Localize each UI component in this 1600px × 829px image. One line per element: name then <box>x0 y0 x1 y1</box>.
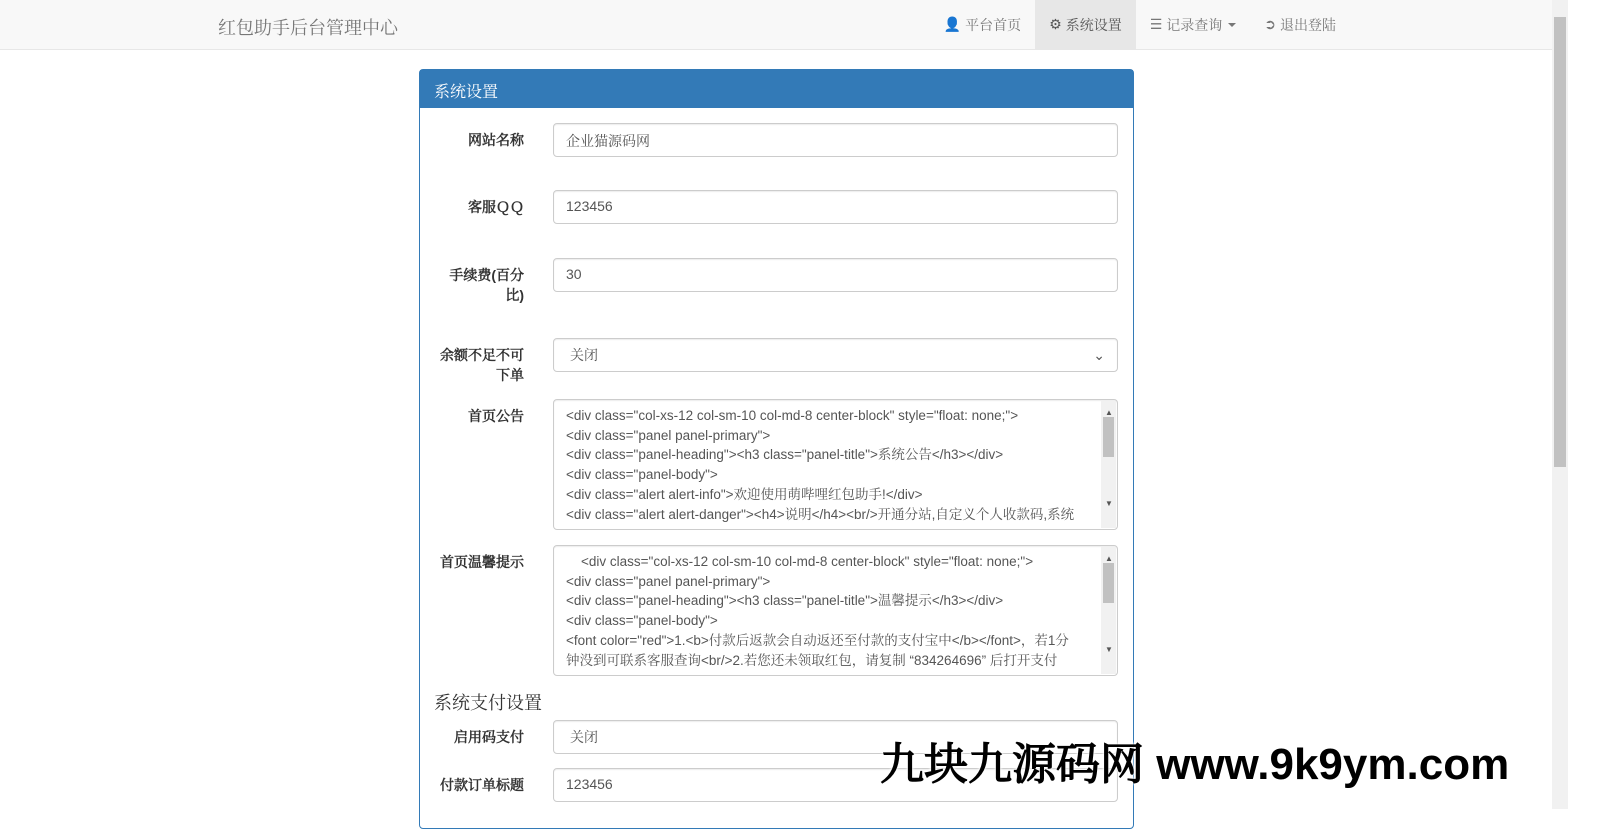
qq-label: 客服ＱＱ <box>468 199 524 215</box>
balance-label: 余额不足不可下单 <box>440 347 524 383</box>
textarea-content: <div class="col-xs-12 col-sm-10 col-md-8 center-block" style="float: none;"> <div class="panel panel-primary"> <div class="panel-heading"><h3 class="panel-title">温馨提示</h3></div> <div class="panel-body"> <font color="red">1.<b>付款后返款会自动返还至付款的支付宝中</b></font>，若1分 钟没到可联系客服查询<br/>2.若您还未领取红包，请复制 “834264696” 后打开支付 <box>566 554 1069 668</box>
page-scrollbar[interactable] <box>1552 0 1568 809</box>
scrollbar[interactable]: ▲ ▼ <box>1101 547 1116 674</box>
scrollbar[interactable]: ▲ ▼ <box>1101 401 1116 528</box>
nav-logout[interactable] <box>1250 0 1350 49</box>
nav-home[interactable] <box>930 0 1035 49</box>
notice-textarea[interactable] <box>553 399 1118 530</box>
brand[interactable]: 红包助手后台管理中心 <box>218 18 398 38</box>
nav-label: 退出登陆 <box>1280 16 1336 33</box>
navbar <box>0 0 1552 50</box>
balance-select[interactable] <box>553 338 1118 372</box>
order-title-input[interactable]: 123456 <box>553 768 1118 802</box>
select-value: 关闭 <box>570 347 598 363</box>
qq-input[interactable]: 123456 <box>553 190 1118 224</box>
settings-panel <box>419 69 1134 829</box>
nav-settings[interactable] <box>1035 0 1136 49</box>
nav-label: 平台首页 <box>965 16 1022 33</box>
nav-label: 系统设置 <box>1065 16 1122 33</box>
pay-section-title: 系统支付设置 <box>434 693 542 713</box>
order-title-label: 付款订单标题 <box>440 777 524 793</box>
tips-textarea[interactable] <box>553 545 1118 676</box>
site-name-label: 网站名称 <box>468 132 524 148</box>
caret-down-icon <box>1228 23 1236 27</box>
nav-menu <box>930 0 1350 49</box>
nav-records[interactable] <box>1136 0 1251 49</box>
fee-input[interactable]: 30 <box>553 258 1118 292</box>
nav-label: 记录查询 <box>1166 16 1223 33</box>
list-icon: ☰ <box>1149 16 1163 32</box>
logout-icon: ➲ <box>1264 16 1276 32</box>
panel-title: 系统设置 <box>420 70 1133 108</box>
watermark: 九块九源码网 www.9k9ym.com <box>880 740 1510 789</box>
tips-label: 首页温馨提示 <box>440 554 524 570</box>
textarea-content: <div class="col-xs-12 col-sm-10 col-md-8 center-block" style="float: none;"> <div class="panel panel-primary"> <div class="panel-heading"><h3 class="panel-title">系统公告</h3></div> <div class="panel-body"> <div class="alert alert-info">欢迎使用萌哔哩红包助手!</div> <div class="alert alert-danger"><h4>说明</h4><br/>开通分站,自定义个人收款码,系统 <box>566 408 1075 522</box>
user-icon: 👤 <box>943 16 962 32</box>
select-value: 关闭 <box>570 729 598 745</box>
chevron-down-icon: ⌄ <box>1093 346 1105 363</box>
site-name-input[interactable]: 企业猫源码网 <box>553 123 1118 157</box>
gear-icon: ⚙ <box>1049 16 1062 32</box>
notice-label: 首页公告 <box>468 408 524 424</box>
fee-label: 手续费(百分比) <box>449 267 524 303</box>
pay-enable-label: 启用码支付 <box>454 729 524 745</box>
